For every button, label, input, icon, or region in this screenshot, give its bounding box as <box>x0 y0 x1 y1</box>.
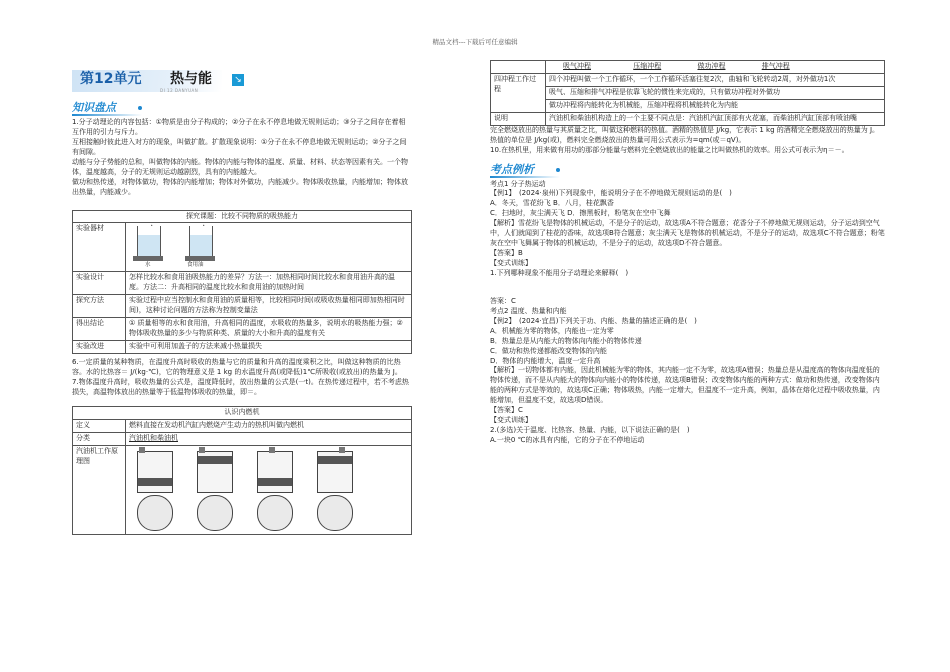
text-line: 【答案】C <box>490 406 523 415</box>
left-column <box>72 60 412 535</box>
beaker-label-oil: 食用油 <box>187 262 204 269</box>
text-line: 【解析】雪花纷飞是物体的机械运动，不是分子的运动，故选项A不符合题意；花香分子不停地做无规则运动，分子运动到空气中，人们就闻到了桂花的香味，故选项B符合题意；灰尘满天飞是物体的机械运动，不是分子的运动，故选项C不符合题意；粉笔灰在空中飞舞属于物体的机械运动，不是分子的运动，故选项D不符合题意。 <box>490 219 885 248</box>
dot-icon <box>556 168 560 172</box>
arrow-icon: ↘ <box>232 74 244 86</box>
row-label: 四冲程工作过程 <box>491 73 546 112</box>
text-line: 考点1 分子热运动 <box>490 179 546 188</box>
table-row <box>73 419 412 432</box>
stroke-name: 吸气冲程 <box>563 62 591 70</box>
beaker-illustration <box>129 224 408 270</box>
experiment-table <box>72 210 412 355</box>
cylinder <box>317 451 353 493</box>
paragraph-10: 10.在热机里，用来做有用功的那部分能量与燃料完全燃烧放出的能量之比叫做热机的效率。用公式可表示为η＝－。 <box>490 145 849 154</box>
stroke-name: 排气冲程 <box>761 62 790 70</box>
text-line: 【解析】一切物体都有内能，因此机械能为零的物体，其内能一定不为零，故选项A错误；热量总是从温度高的物体向温度低的物体传递，而不是从内能大的物体向内能小的物体传递，故选项B错误；改变物体内能的两种方式：做功和热传递，改变物体内能的两种方式是等效的，故选项C正确；物体吸热，内能一定增大，但温度不一定升高，例如，晶体在熔化过程中吸收热量，内能增加，但温度不变，故选项D错误。 <box>490 366 880 405</box>
engine-table <box>72 406 412 535</box>
table-caption: 认识内燃机 <box>73 406 412 419</box>
table-row <box>491 112 885 125</box>
row-text: 四个冲程叫做一个工作循环，一个工作循环活塞往复2次，曲轴和飞轮转动2周，对外做功1次 <box>546 73 885 86</box>
row-text: 燃料直接在发动机汽缸内燃烧产生动力的热机叫做内燃机 <box>126 419 412 432</box>
paragraph-3: 动能与分子势能的总和，叫做物体的内能。物体的内能与物体的温度、质量、材料、状态等因素有关。一个物体，温度越高，分子的无规则运动越剧烈，具有的内能越大。 <box>72 157 408 176</box>
section-title: 考点例析 <box>490 162 534 176</box>
beaker-label-water: 水 <box>145 262 151 269</box>
text-line: A．冬天，雪花纷飞 B．八月，桂花飘香 <box>490 199 614 208</box>
example-lines <box>490 180 885 446</box>
row-label: 汽油机工作原理图 <box>73 445 126 534</box>
text-line: A.一块0 ℃的冰具有内能，它的分子在不停地运动 <box>490 436 645 444</box>
section-title: 知识盘点 <box>72 101 116 114</box>
cylinder <box>197 451 233 493</box>
text-line: 答案：C <box>490 296 516 305</box>
engine-illustration <box>129 447 408 533</box>
paragraph-2: 互相接触时彼此进入对方的现象，叫做扩散。扩散现象说明：①分子在永不停息地做无规则运动；②分子之间有间隙。 <box>72 137 407 156</box>
table-row <box>491 61 885 74</box>
text-line: 【例1】 (2024·泉州)下列现象中，能说明分子在不停地做无规则运动的是( ) <box>490 189 732 198</box>
text-line: 【答案】B <box>490 249 523 258</box>
unit-banner <box>72 64 412 94</box>
row-label: 定义 <box>73 419 126 432</box>
crankshaft <box>197 495 233 531</box>
text-line: 2.(多选)关于温度、比热容、热量、内能，以下说法正确的是( ) <box>490 426 690 435</box>
section-heading-knowledge <box>72 98 412 116</box>
text-line: 【变式训练】 <box>490 259 532 267</box>
row-label: 实验器材 <box>73 223 126 272</box>
stroke-table <box>490 60 885 126</box>
text-line: B．热量总是从内能大的物体向内能小的物体传递 <box>490 336 642 345</box>
paragraph-9: 完全燃烧放出的热量与其质量之比，叫做这种燃料的热值。酒精的热值是 J/kg，它表示 1 kg 的酒精完全燃烧放出的热量为 J。热值的单位是 J/kg(或)，燃料完全燃烧放出的热量可用公式表示为=qm(或＝qV)。 <box>490 125 880 144</box>
row-label: 得出结论 <box>73 318 126 341</box>
text-line: D．物体的内能增大，温度一定升高 <box>490 356 601 365</box>
unit-subtitle: DI 12 DANYUAN <box>160 88 199 93</box>
table-row <box>73 272 412 295</box>
beaker-oil <box>189 226 213 257</box>
paragraph-1: 1.分子动理论的内容包括：①物质是由分子构成的；②分子在永不停息地做无规则运动；③分子之间存在着相互作用的引力与斥力。 <box>72 118 406 136</box>
table-row <box>73 445 412 534</box>
table-caption: 探究课题：比较不同物质的吸热能力 <box>73 210 412 223</box>
row-label: 分类 <box>73 432 126 445</box>
row-label: 实验改进 <box>73 341 126 354</box>
text-line: C．做功和热传递都能改变物体的内能 <box>490 346 607 355</box>
text-line: 【例2】 (2024·宜昌)下列关于功、内能、热量的描述正确的是( ) <box>490 316 697 325</box>
table-row <box>73 318 412 341</box>
right-column <box>490 60 885 446</box>
row-label: 说明 <box>491 112 546 125</box>
row-text: 吸气、压缩和排气冲程是依靠飞轮的惯性来完成的，只有做功冲程对外做功 <box>546 86 885 99</box>
row-text: 汽油机和柴油机 <box>126 432 412 445</box>
stroke-name: 压缩冲程 <box>633 62 662 70</box>
heater <box>133 256 163 261</box>
row-text: 怎样比较水和食用油吸热能力的差异？方法一：加热相同时间比较水和食用油升高的温度。方法二：升高相同的温度比较水和食用油的加热时间 <box>126 272 412 295</box>
valve <box>269 447 275 453</box>
section-heading-examples <box>490 160 885 178</box>
row-content <box>126 223 412 272</box>
crankshaft <box>137 495 173 531</box>
table-row <box>73 223 412 272</box>
row-text: 做功冲程将内能转化为机械能，压缩冲程将机械能转化为内能 <box>546 99 885 112</box>
row-text: 实验过程中应当控制水和食用油的质量相等，比较相同时间(或吸收热量相同即加热相同时间)，这种讨论问题的方法称为控制变量法 <box>126 295 412 318</box>
text-line: C．扫地时，灰尘满天飞 D．擦黑板时，粉笔灰在空中飞舞 <box>490 209 671 218</box>
crankshaft <box>257 495 293 531</box>
table-row <box>491 99 885 112</box>
table-row <box>73 432 412 445</box>
stroke-name: 做功冲程 <box>697 62 726 70</box>
crankshaft <box>317 495 353 531</box>
row-text: ① 质量相等的水和食用油，升高相同的温度，水吸收的热量多，说明水的吸热能力强；②物体吸收热量的多少与物质种类、质量的大小和升高的温度有关 <box>126 318 412 341</box>
beaker-water <box>137 226 161 257</box>
row-content <box>126 445 412 534</box>
unit-number: 第12单元 <box>80 71 142 87</box>
cylinder <box>137 451 173 493</box>
paragraph-6: 6.一定质量的某种物质，在温度升高时吸收的热量与它的质量和升高的温度乘积之比，叫做这种物质的比热容。水的比热容＝ J/(kg·℃)，它的物理意义是 1 kg 的水温度升高(或降低)1℃所吸收(或放出)的热量为 J。 <box>72 358 402 376</box>
valve <box>139 447 145 453</box>
row-label: 探究方法 <box>73 295 126 318</box>
heater <box>185 256 215 261</box>
valve <box>199 447 205 453</box>
dot-icon <box>138 106 142 110</box>
unit-title: 热与能 <box>170 71 212 87</box>
text-line: 考点2 温度、热量和内能 <box>490 306 567 315</box>
section-underline <box>72 114 142 116</box>
table-row <box>491 86 885 99</box>
row-text: 汽油机和柴油机构造上的一个主要不同点是：汽油机汽缸顶部有火花塞，而柴油机汽缸顶部有喷油嘴 <box>546 112 885 125</box>
valve <box>339 447 345 453</box>
blank-line <box>490 279 885 297</box>
row-text: 实验中可利用加盖子的方法来减小热量损失 <box>126 341 412 354</box>
row-label: 实验设计 <box>73 272 126 295</box>
cylinder <box>257 451 293 493</box>
text-line: 1.下列哪种现象不能用分子动理论来解释( ) <box>490 268 629 277</box>
table-row <box>73 295 412 318</box>
table-row <box>491 73 885 86</box>
section-underline <box>490 176 560 178</box>
paragraph-7: 7.物体温度升高时，吸收热量的公式是，温度降低时，放出热量的公式是(一t)。在热传递过程中，若不考虑热损失，高温物体放出的热量等于低温物体吸收的热量，即＝。 <box>72 377 409 396</box>
table-row <box>73 341 412 354</box>
paragraph-4: 做功和热传递，对物体做功，物体的内能增加；物体对外做功，内能减少。物体吸收热量，内能增加；物体放出热量，内能减少。 <box>72 177 408 196</box>
text-line: 【变式训练】 <box>490 416 532 425</box>
stroke-header-cell <box>546 61 885 74</box>
header-note: 精品文档---下载后可任意编辑 <box>432 38 518 46</box>
text-line: A．机械能为零的物体，内能也一定为零 <box>490 326 614 335</box>
